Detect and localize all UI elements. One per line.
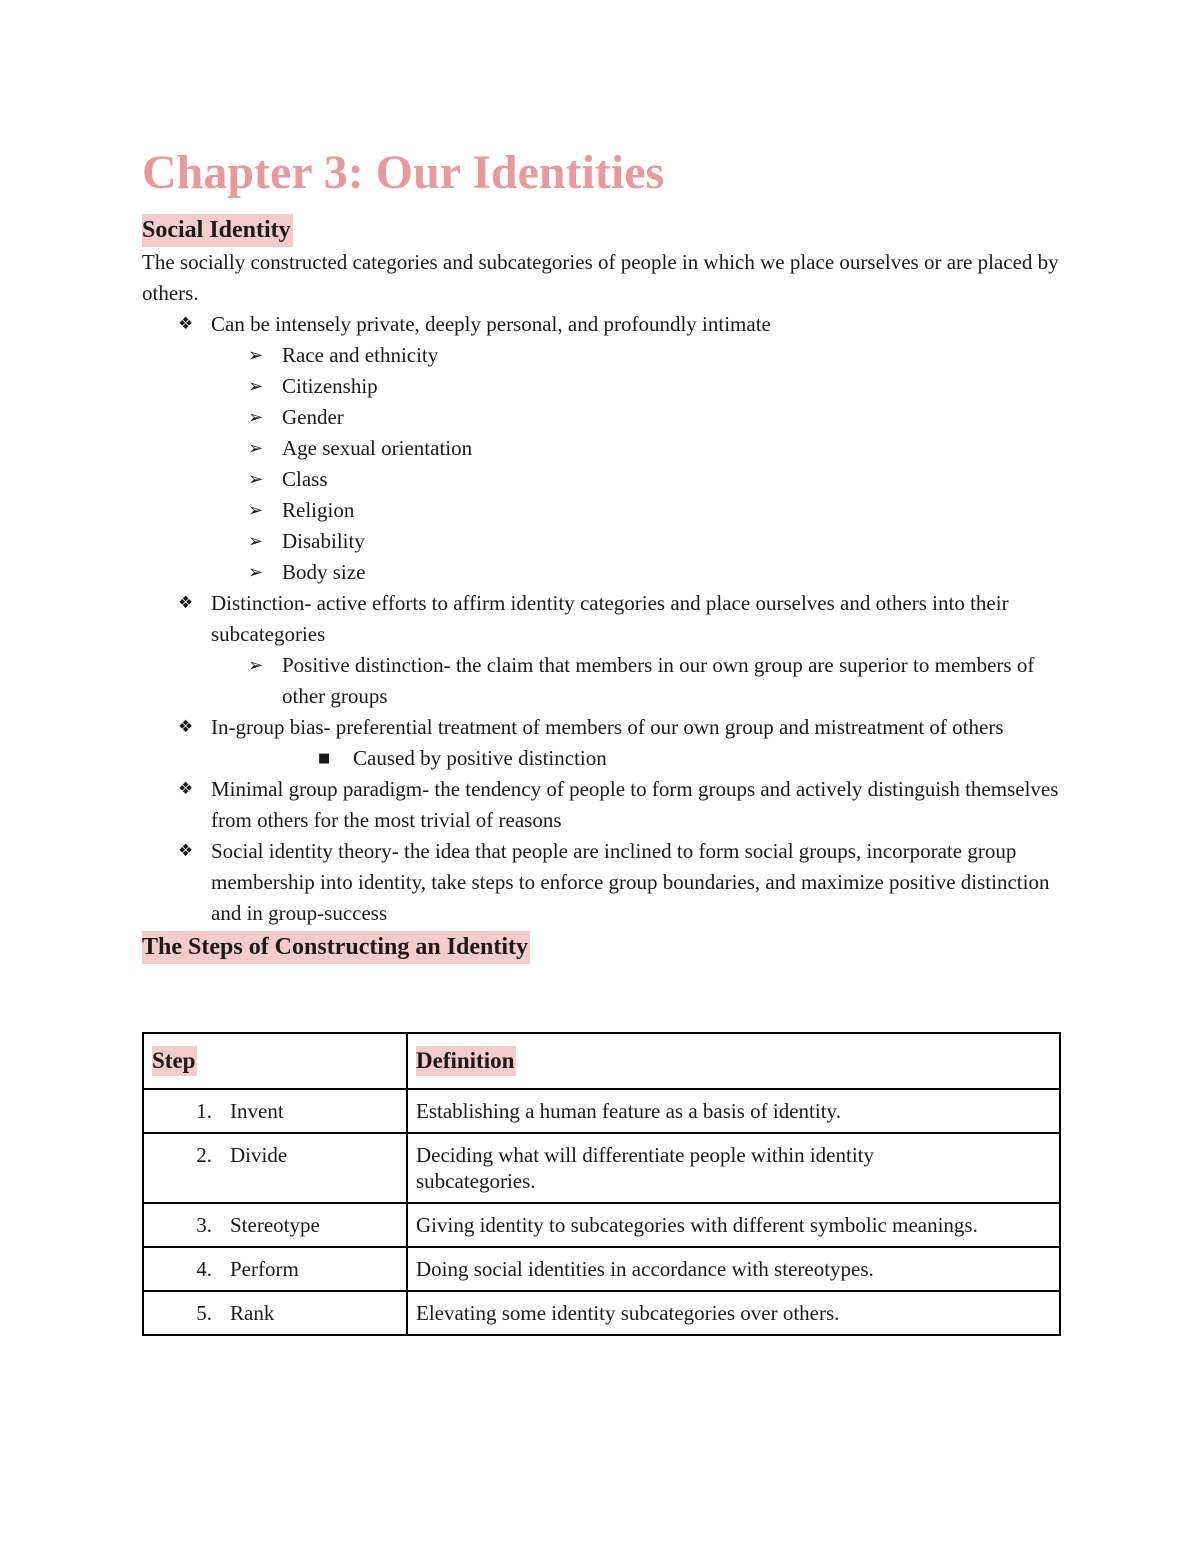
sub-bullet-item: ➢ Gender — [142, 402, 1062, 433]
arrow-bullet-icon: ➢ — [248, 407, 264, 428]
step-cell: 3. Stereotype — [143, 1203, 407, 1247]
bullet-item: ❖ Social identity theory- the idea that people are inclined to form social groups, incorporate group membership into identity, take steps to enforce group boundaries, and maximize positive distinction and in group-success — [142, 836, 1062, 929]
table-row — [143, 1247, 1060, 1291]
diamond-bullet-icon: ❖ — [178, 841, 194, 861]
sub-bullet-item: ➢ Disability — [142, 526, 1062, 557]
arrow-bullet-icon: ➢ — [248, 376, 264, 397]
page-title: Chapter 3: Our Identities — [142, 146, 665, 199]
sub-bullet-item: ➢ Race and ethnicity — [142, 340, 1062, 371]
step-cell: 5. Rank — [143, 1291, 407, 1335]
sub-bullet-item: ➢ Religion — [142, 495, 1062, 526]
diamond-bullet-icon: ❖ — [178, 717, 194, 737]
table-header-row — [143, 1033, 1060, 1089]
arrow-bullet-icon: ➢ — [248, 500, 264, 521]
sub-bullet-item: ➢ Age sexual orientation — [142, 433, 1062, 464]
definition-cell: Giving identity to subcategories with different symbolic meanings. — [407, 1203, 1060, 1247]
sub-bullet-item: ➢ Positive distinction- the claim that members in our own group are superior to members of other groups — [142, 650, 1062, 712]
table-row — [143, 1133, 1060, 1203]
step-cell: 1. Invent — [143, 1089, 407, 1133]
bullet-item: ❖ Can be intensely private, deeply personal, and profoundly intimate — [142, 309, 1062, 340]
steps-table — [142, 1032, 1061, 1336]
square-bullet-icon: ■ — [318, 751, 331, 766]
table-header-cell: Step — [143, 1033, 407, 1089]
document-page — [142, 140, 1062, 964]
diamond-bullet-icon: ❖ — [178, 314, 194, 334]
table-row — [143, 1089, 1060, 1133]
table-header-cell: Definition — [407, 1033, 1060, 1089]
section-heading-steps: The Steps of Constructing an Identity — [142, 931, 530, 964]
table-row — [143, 1203, 1060, 1247]
arrow-bullet-icon: ➢ — [248, 469, 264, 490]
diamond-bullet-icon: ❖ — [178, 593, 194, 613]
sub-bullet-item: ➢ Body size — [142, 557, 1062, 588]
section-heading-social-identity: Social Identity — [142, 214, 293, 247]
sub-bullet-item: ➢ Class — [142, 464, 1062, 495]
social-identity-definition: The socially constructed categories and subcategories of people in which we place ourselves or are placed by others. — [142, 250, 1059, 305]
definition-cell: Establishing a human feature as a basis of identity. — [407, 1089, 1060, 1133]
arrow-bullet-icon: ➢ — [248, 345, 264, 366]
step-cell: 2. Divide — [143, 1133, 407, 1203]
sub-bullet-item: ➢ Citizenship — [142, 371, 1062, 402]
arrow-bullet-icon: ➢ — [248, 438, 264, 459]
table-row — [143, 1291, 1060, 1335]
bullet-item: ❖ In-group bias- preferential treatment of members of our own group and mistreatment of others — [142, 712, 1062, 743]
sub-sub-bullet-item: ■ Caused by positive distinction — [142, 743, 1062, 774]
definition-cell: Elevating some identity subcategories over others. — [407, 1291, 1060, 1335]
arrow-bullet-icon: ➢ — [248, 562, 264, 583]
diamond-bullet-icon: ❖ — [178, 779, 194, 799]
step-cell: 4. Perform — [143, 1247, 407, 1291]
definition-cell: Deciding what will differentiate people within identity subcategories. — [407, 1133, 1060, 1203]
arrow-bullet-icon: ➢ — [248, 655, 264, 676]
definition-cell: Doing social identities in accordance with stereotypes. — [407, 1247, 1060, 1291]
bullet-item: ❖ Minimal group paradigm- the tendency of people to form groups and actively distinguish themselves from others for the most trivial of reasons — [142, 774, 1062, 836]
bullet-item: ❖ Distinction- active efforts to affirm identity categories and place ourselves and others into their subcategories — [142, 588, 1062, 650]
arrow-bullet-icon: ➢ — [248, 531, 264, 552]
